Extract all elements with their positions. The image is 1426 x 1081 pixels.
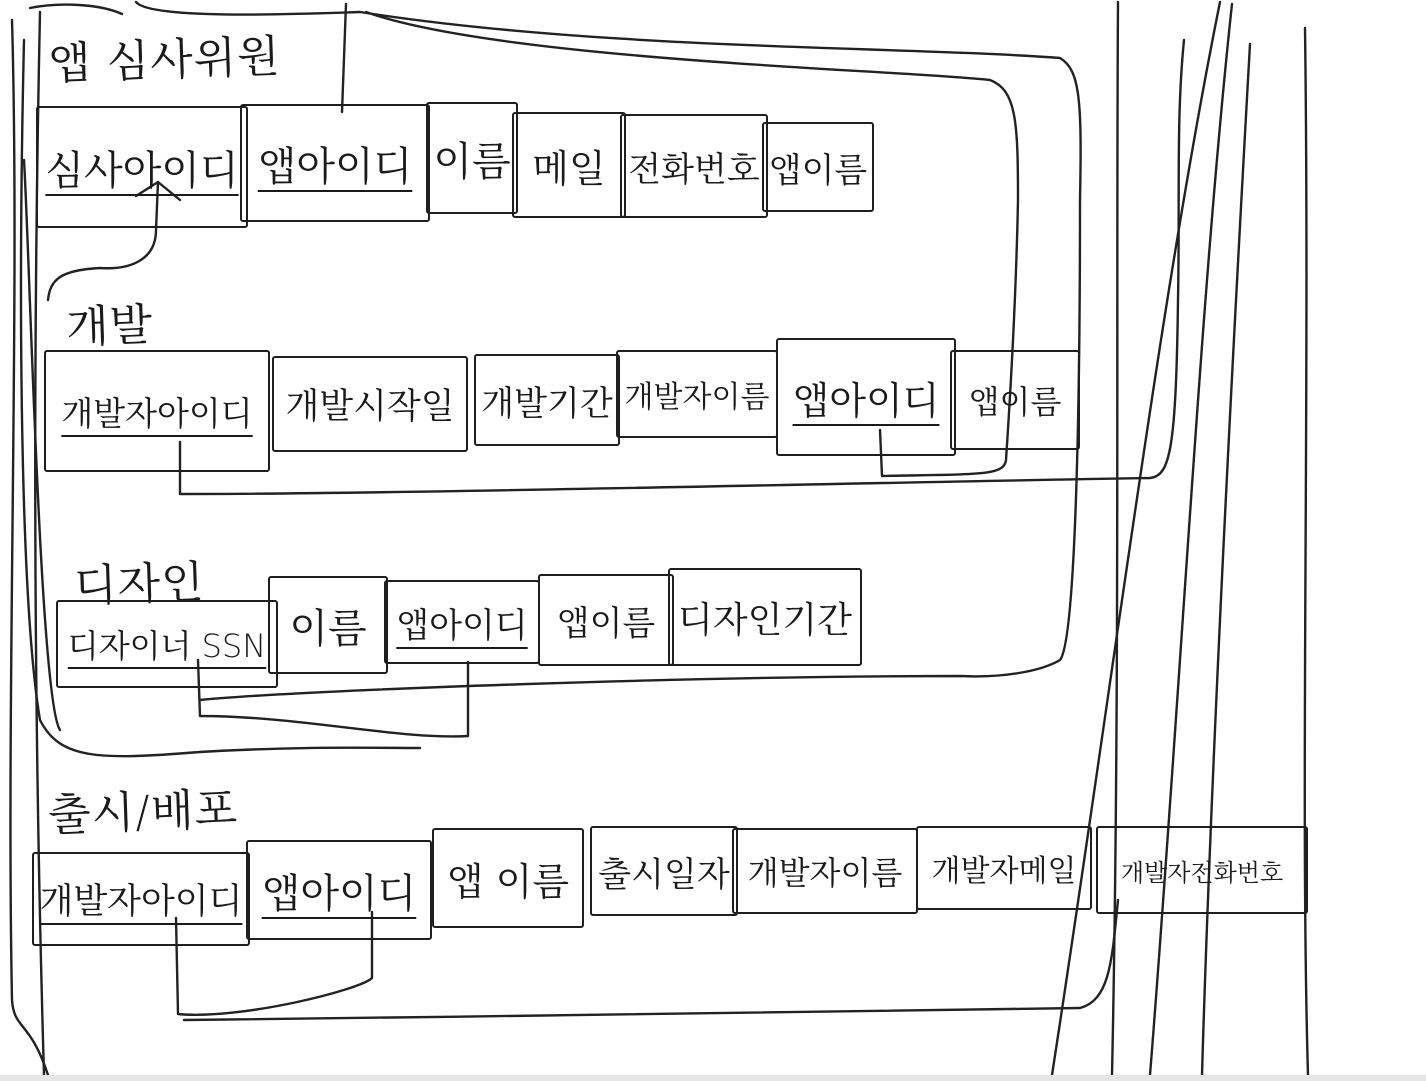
attr-cell: 앱이름 <box>950 350 1080 450</box>
attr-cell: 앱아이디 <box>384 580 540 664</box>
attr-cell: 이름 <box>268 576 388 674</box>
connector-line <box>1305 28 1308 1075</box>
attr-cell: 디자이너 SSN <box>56 600 278 688</box>
attr-cell: 앱이름 <box>762 122 874 212</box>
connector-line <box>1052 2 1220 1075</box>
attr-cell: 앱아이디 <box>240 104 430 222</box>
attr-cell: 앱이름 <box>538 574 674 666</box>
entity-title-development: 개발 <box>65 299 155 354</box>
attr-cell: 앱 이름 <box>432 828 584 928</box>
attr-cell: 디자인기간 <box>668 568 862 666</box>
attr-cell: 심사아이디 <box>36 106 248 228</box>
connector-line <box>1202 44 1250 1075</box>
entity-title-design: 디자인 <box>73 556 206 613</box>
attr-cell: 이름 <box>426 102 518 214</box>
attr-cell: 개발기간 <box>474 354 620 446</box>
attr-cell: 앱아이디 <box>246 840 432 940</box>
attr-cell: 앱아이디 <box>776 338 956 456</box>
attr-cell: 출시일자 <box>590 826 738 916</box>
attr-cell: 개발자전화번호 <box>1096 826 1308 914</box>
attr-cell: 개발자메일 <box>916 826 1092 910</box>
attr-cell: 개발자아이디 <box>44 350 270 472</box>
entity-title-release: 출시/배포 <box>47 783 239 842</box>
attr-cell: 개발자이름 <box>732 828 918 914</box>
connector-line <box>342 4 346 112</box>
attr-cell: 전화번호 <box>620 114 768 218</box>
attr-cell: 개발시작일 <box>272 356 468 452</box>
attr-cell: 메일 <box>512 112 626 218</box>
canvas-bottom-edge <box>0 1075 1426 1081</box>
entity-title-reviewer: 앱 심사위원 <box>47 30 282 91</box>
attr-cell: 개발자아이디 <box>32 852 250 946</box>
connector-line <box>30 5 122 14</box>
attr-cell: 개발자이름 <box>616 350 778 438</box>
